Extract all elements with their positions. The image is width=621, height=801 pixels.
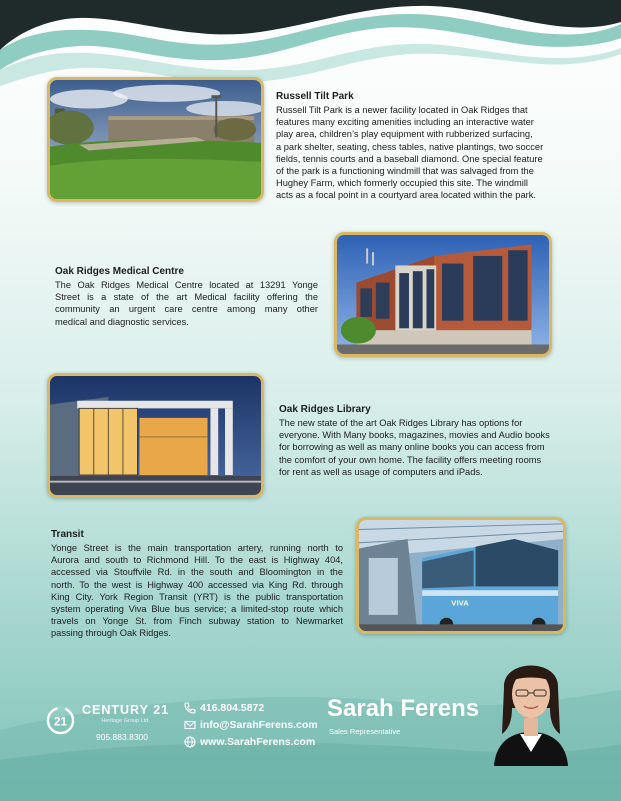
agent-title: Sales Representative [329,727,401,736]
century21-logo-icon [46,706,75,735]
brokerage-brand [82,703,169,724]
transit-title: Transit [51,529,84,540]
brokerage-phone: 905.883.8300 [96,732,148,742]
park-title: Russell Tilt Park [276,91,354,102]
agent-website: www.SarahFerens.com [200,735,316,748]
contact-phone-row[interactable] [184,699,318,716]
contact-website-row[interactable] [184,733,318,750]
transit-body: Yonge Street is the main transportation artery, running north to Aurora and south to Richmond Hill. To the east is Highway 404, accessed via Stouffvile Rd. in the south and Bloomington in the north. To the west is Highway 400 accessed via King Rd. through King City. York Region Transit (YRT) is the public transportation system operating Viva Blue bus service; a limited-stop route which travels on Yonge St. from Finch subway station to Newmarket passing through Oak Ridges. [51,543,343,639]
contact-email-row[interactable] [184,716,318,733]
park-body: Russell Tilt Park is a newer facility located in Oak Ridges that features many exciting amenities including an interactive water play area, children’s play equipment with rubberized surfacing, a park shelter, seating, chess tables, native plantings, two soccer fields, tennis courts and a baseball diamond. One special feature of the park is a functioning windmill that was salvaged from the Hughey Farm, which formerly occupied this site. The windmill acts as a focal point in a courtyard area located within the park. [276,105,544,201]
medical-centre-photo [334,232,552,357]
brokerage-sub: Heritage Group Ltd. [101,718,150,724]
agent-name: Sarah Ferens [327,695,480,722]
medical-title: Oak Ridges Medical Centre [55,266,184,277]
agent-phone: 416.804.5872 [200,701,265,714]
library-body: The new state of the art Oak Ridges Library has options for everyone. With Many books, magazines, movies and Audio books for borrowing as well as many online books you can access from the comfort of your own home. The facility offers meeting rooms for rent as well as usage of computers and iPads. [279,418,550,477]
brokerage-name: CENTURY 21 [82,703,170,717]
globe-icon [184,736,196,748]
library-title: Oak Ridges Library [279,404,371,415]
email-icon [184,719,196,731]
park-photo [47,77,264,202]
bus-viva-label: VIVA [451,598,469,608]
agent-portrait [474,648,588,766]
svg-text:21: 21 [54,715,67,729]
medical-body: The Oak Ridges Medical Centre located at 13291 Yonge Street is a state of the art Medical facility offering the community an urgent care centre among many other medical and diagnostic services. [55,280,318,327]
transit-bus-photo [356,517,566,634]
contact-block [184,699,318,750]
library-photo [47,373,264,498]
agent-email: info@SarahFerens.com [200,718,318,731]
phone-icon [184,702,196,714]
